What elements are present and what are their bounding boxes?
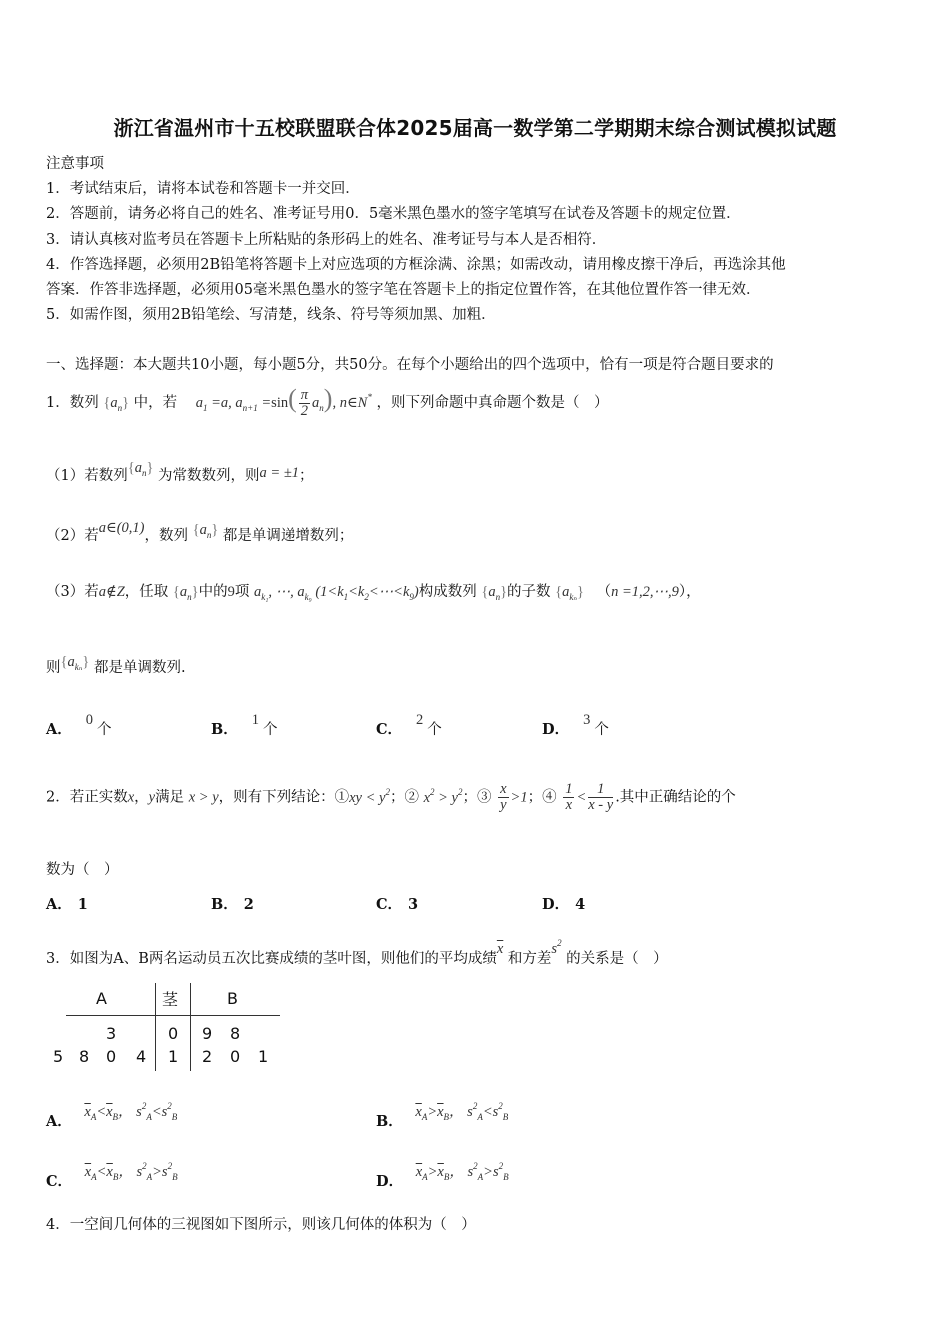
- header-stem: 茎: [162, 990, 179, 1009]
- question-3: 3．如图为A、B两名运动员五次比赛成绩的茎叶图，则他们的平均成绩$\overline{x}$ 和方差$s^2$ 的关系是（ ）: [46, 938, 668, 967]
- notice-heading: 注意事项: [46, 156, 104, 172]
- q1-option-c[interactable]: C．2个: [376, 712, 442, 738]
- stem-value: 0: [168, 1024, 179, 1043]
- q2-option-d[interactable]: D． 4: [542, 896, 586, 913]
- notice-item: 答案．作答非选择题，必须用05毫米黑色墨水的签字笔在答题卡上的指定位置作答，在其他位置作答一律无效．: [46, 282, 761, 298]
- leaf-b: 9: [202, 1024, 213, 1043]
- question-1: 1．数列 $\{a_n\}$ 中，若 $a_1 =a$, $a_{n+1} =\sin$( $\frac{\pi}{2}$ $a_n$), n∈N* ，则下列命题中真命题个数是（ ）: [46, 384, 609, 419]
- q2-option-b[interactable]: B． 2: [211, 896, 254, 913]
- question-2: 2．若正实数x，y满足 x > y，则有下列结论：①xy < $y^2$；② $x^2 > y^2$；③ $\frac{x}{y}$ >1；④ $\frac{1}{x}$ < $\frac{1}{x - y}$ .其中正确结论的个: [46, 781, 736, 813]
- q3-option-d[interactable]: D． $\overline{x}_A>\overline{x}_B$， $s^2_A>s^2_B$: [376, 1161, 509, 1190]
- q1-proposition-1: （1）若数列$\{a_n\}$ 为常数数列，则a = ±1；: [46, 460, 314, 484]
- q1-option-d[interactable]: D．3个: [542, 712, 609, 738]
- leaf-a: 0: [106, 1047, 117, 1066]
- leaf-a: 3: [106, 1024, 117, 1043]
- q2-line-2: 数为（ ）: [46, 862, 119, 878]
- q1-option-b[interactable]: B．1个: [211, 712, 278, 738]
- notice-item: 1．考试结束后，请将本试卷和答题卡一并交回．: [46, 181, 360, 197]
- stem-leaf-diagram: [50, 983, 290, 1078]
- header-b: B: [227, 989, 238, 1008]
- header-a: A: [96, 989, 107, 1008]
- leaf-b: 8: [230, 1024, 241, 1043]
- section-heading: 一、选择题：本大题共10小题，每小题5分，共50分。在每个小题给出的四个选项中，恰有一项是符合题目要求的: [46, 357, 774, 373]
- question-4: 4．一空间几何体的三视图如下图所示，则该几何体的体积为（ ）: [46, 1217, 476, 1233]
- q1-proposition-3-cont: 则$\{a_{k_n}\}$ 都是单调数列.: [46, 654, 186, 676]
- page-title: 浙江省温州市十五校联盟联合体2025届高一数学第二学期期末综合测试模拟试题: [113, 116, 837, 140]
- q3-option-c[interactable]: C． $\overline{x}_A<\overline{x}_B$， $s^2_A>s^2_B$: [46, 1161, 178, 1190]
- q3-option-a[interactable]: A． $\overline{x}_A<\overline{x}_B$， $s^2_A<s^2_B$: [46, 1101, 178, 1130]
- notice-item: 3．请认真核对监考员在答题卡上所粘贴的条形码上的姓名、准考证号与本人是否相符．: [46, 232, 607, 248]
- leaf-a: 8: [79, 1047, 90, 1066]
- notice-item: 2．答题前，请务必将自己的姓名、准考证号用0．5毫米黑色墨水的签字笔填写在试卷及答题卡的规定位置．: [46, 206, 741, 222]
- q3-option-b[interactable]: B． $\overline{x}_A>\overline{x}_B$， $s^2_A<s^2_B$: [376, 1101, 509, 1130]
- q1-proposition-2: （2）若a∈(0,1)，数列 $\{a_n\}$ 都是单调递增数列；: [46, 520, 354, 544]
- leaf-b: 2: [202, 1047, 213, 1066]
- leaf-a: 5: [53, 1047, 64, 1066]
- q1-proposition-3: （3）若a∉Z，任取 $\{a_n\}$中的9项 $a_{k_1}$, ⋯, $a_{k_9}$ $(1<k_1<k_2<\cdots<k_9)$构成数列 $\{a_n\}$的子数 $\{a_{k_n}\}$ （n =1,2,⋯,9），: [46, 584, 701, 602]
- notice-item: 5．如需作图，须用2B铅笔绘、写清楚，线条、符号等须加黑、加粗．: [46, 307, 496, 323]
- q2-option-a[interactable]: A． 1: [46, 896, 88, 913]
- leaf-a: 4: [136, 1047, 147, 1066]
- leaf-b: 1: [258, 1047, 269, 1066]
- q1-option-a[interactable]: A．0个: [46, 712, 112, 738]
- leaf-b: 0: [230, 1047, 241, 1066]
- q2-option-c[interactable]: C． 3: [376, 896, 419, 913]
- notice-item: 4．作答选择题，必须用2B铅笔将答题卡上对应选项的方框涂满、涂黑；如需改动，请用橡皮擦干净后，再选涂其他: [46, 257, 786, 273]
- stem-value: 1: [168, 1047, 179, 1066]
